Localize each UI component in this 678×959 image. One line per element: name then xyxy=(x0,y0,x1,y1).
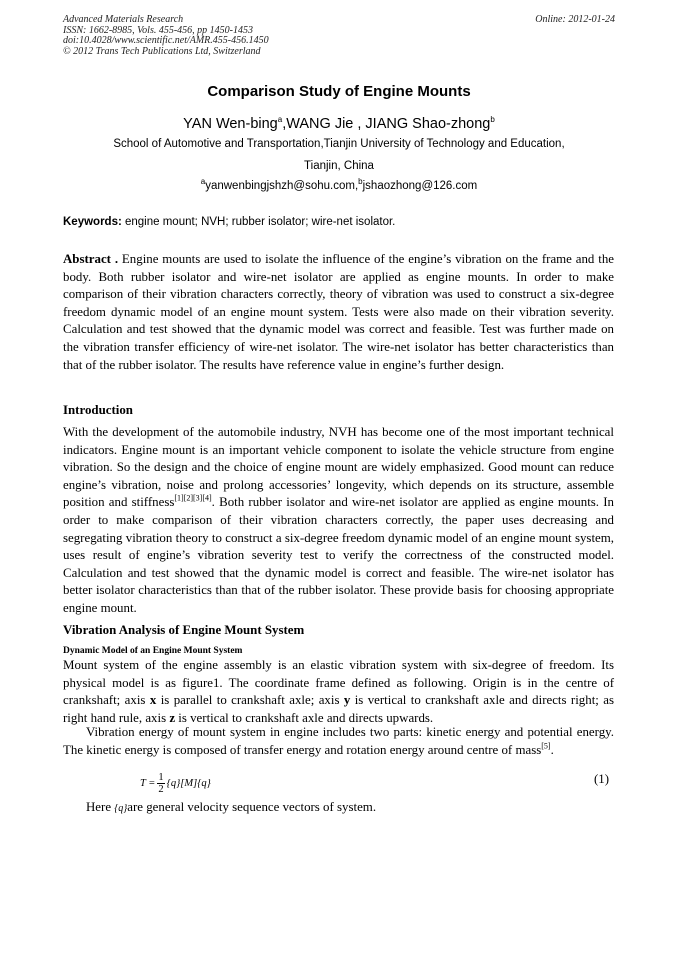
vibration-paragraph-2 xyxy=(63,724,614,759)
journal-doi: doi:10.4028/www.scientific.net/AMR.455-456.1450 xyxy=(63,35,269,47)
abstract-text: Engine mounts are used to isolate the influence of the engine’s vibration on the frame and the body. Both rubber isolator and wire-net isolator are applied as engine mounts. In order to make comparison of their vibration characters correctly, theory of vibration was used to construct a six-degree freedom dynamic model of an engine mount system. Tests were also made on their vibration severity. Calculation and test showed that the dynamic model was correct and feasible. Test was further made on the vibration transfer efficiency of wire-net isolator. The wire-net isolator has better characteristics than that of the rubber isolator. The results have reference value in engine’s further design. xyxy=(63,252,614,372)
email-1-sup: a xyxy=(200,177,206,187)
author-1-sup: a xyxy=(277,115,283,125)
velocity-vector-symbol: {q} xyxy=(114,803,128,814)
journal-copyright: © 2012 Trans Tech Publications Ltd, Switzerland xyxy=(63,45,261,57)
paper-title: Comparison Study of Engine Mounts xyxy=(207,83,471,100)
online-date: Online: 2012-01-24 xyxy=(535,14,615,25)
vibration-heading: Vibration Analysis of Engine Mount System xyxy=(63,623,305,637)
author-2-sup: b xyxy=(490,115,495,125)
p1-text-c: is vertical to crankshaft axle and directs right; as right hand rule, axis xyxy=(63,693,614,725)
keywords-text: engine mount; NVH; rubber isolator; wire-net isolator. xyxy=(121,216,396,228)
equation-rhs: {q}[M]{q} xyxy=(166,778,211,789)
fraction-denominator: 2 xyxy=(158,784,164,795)
here-text-b: are general velocity sequence vectors of system. xyxy=(127,800,377,814)
introduction-heading: Introduction xyxy=(63,403,133,417)
p2-end: . xyxy=(550,742,554,757)
fraction-numerator: 1 xyxy=(158,772,164,783)
here-text-a: Here xyxy=(86,800,115,814)
equation-fraction xyxy=(157,772,164,795)
p1-text-b: is parallel to crankshaft axle; axis xyxy=(156,693,344,708)
journal-issn: ISSN: 1662-8985, Vols. 455-456, pp 1450-1453 xyxy=(63,24,253,36)
author-line xyxy=(0,116,678,132)
email-line xyxy=(0,177,678,192)
affiliation-line-1: School of Automotive and Transportation,Tianjin University of Technology and Education, xyxy=(113,138,565,150)
equation-lhs: T = xyxy=(140,778,156,789)
p2-text: Vibration energy of mount system in engine includes two parts: kinetic energy and potential energy. The kinetic energy is composed of transfer energy and rotation energy around centre of mass xyxy=(63,725,614,757)
equation-number: (1) xyxy=(594,772,610,786)
abstract xyxy=(63,251,614,374)
axis-y: y xyxy=(343,693,351,708)
journal-name: Advanced Materials Research xyxy=(63,14,184,25)
keywords-label: Keywords: xyxy=(63,216,122,228)
citation-5: [5] xyxy=(541,741,551,751)
email-1: yanwenbingjshzh@sohu.com, xyxy=(205,180,359,192)
p1-text-a: Mount system of the engine assembly is an elastic vibration system with six-degree of freedom. Its physical model is as figure1. The coordinate frame defined as following. Origin is in the centre of crankshaft; axis xyxy=(63,658,614,708)
email-2: jshaozhong@126.com xyxy=(362,180,478,192)
equation-1 xyxy=(140,772,211,795)
keywords xyxy=(63,216,615,228)
dynamic-model-subheading: Dynamic Model of an Engine Mount System xyxy=(63,646,243,656)
introduction-text-a: With the development of the automobile industry, NVH has become one of the most important technical indicators. Engine mount is an important vehicle component to isolate the vehicle structure from engine vibration. So the design and the choice of engine mount are widely emphasized. Good mount can reduce engine’s vibration, noise and prolong accessories’ longevity, which depends on its structure, assemble position and stiffness xyxy=(63,425,614,510)
journal-header xyxy=(63,15,615,57)
abstract-label: Abstract . xyxy=(63,252,119,266)
axis-x: x xyxy=(149,693,157,708)
author-2: ,WANG Jie , JIANG Shao-zhong xyxy=(282,116,491,132)
introduction-text-b: . Both rubber isolator and wire-net isolator are applied as engine mounts. In order to make comparison of their vibration characters correctly, the paper uses decreasing and segregating vibration theory to construct a six-degree freedom dynamic model of an engine mount system, uses result of engine’s vibration severity test to verify the correctness of the constructed model. Calculation and test showed that the dynamic model is correct and feasible. The wire-net isolator has better isolator characteristics than that of the rubber isolator. These provide basis for choosing appropriate engine mount. xyxy=(63,495,614,615)
p1-text-d: is vertical to crankshaft axle and directs upwards. xyxy=(175,710,434,725)
introduction-paragraph xyxy=(63,424,614,618)
affiliation-line-2: Tianjin, China xyxy=(304,160,374,172)
author-1: YAN Wen-bing xyxy=(183,116,278,132)
email-2-sup: b xyxy=(358,177,363,187)
citation-1-4: [1][2][3][4] xyxy=(174,494,212,504)
vibration-paragraph-1 xyxy=(63,657,614,727)
axis-z: z xyxy=(169,710,176,725)
here-sentence xyxy=(86,800,376,815)
